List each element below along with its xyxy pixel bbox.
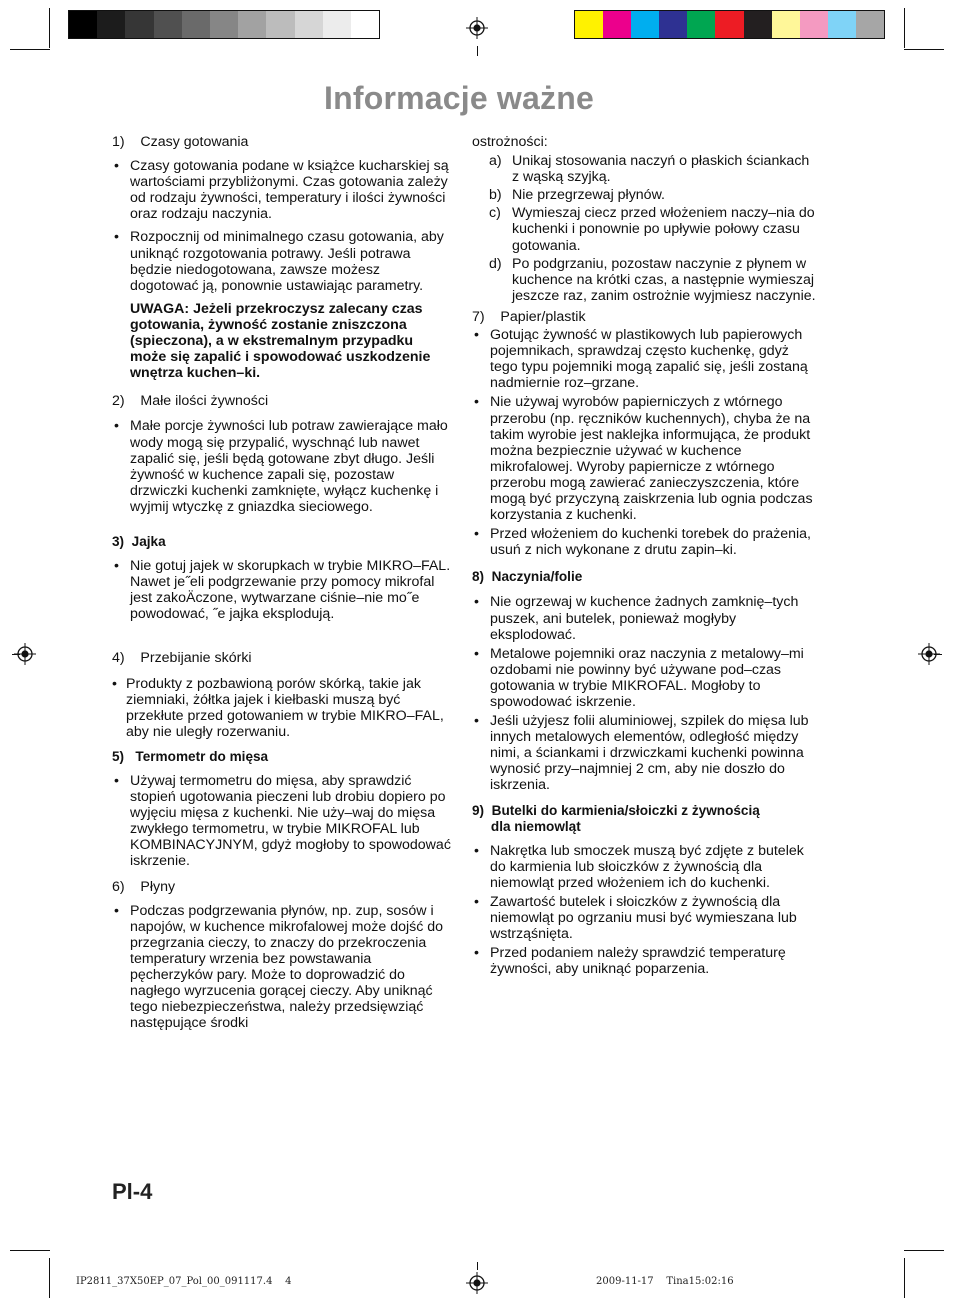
- section-heading: 1) Czasy gotowania: [112, 134, 249, 150]
- color-swatch: [659, 11, 687, 38]
- note-label: UWAGA: [130, 300, 185, 317]
- bullet-item: • Nakrętka lub smoczek muszą być zdjęte z butelek do karmienia lub słoiczków z żywnością dla niemowląt przed włożeniem ich do kuchenki.: [474, 842, 804, 891]
- color-swatch: [687, 11, 715, 38]
- color-swatch: [631, 11, 659, 38]
- crop-mark: [904, 1258, 905, 1298]
- color-swatch: [744, 11, 772, 38]
- crop-mark: [477, 46, 478, 56]
- bullet-item: • Używaj termometru do mięsa, aby sprawdzić stopień ugotowania pieczeni lub drobiu dopiero po wyjęciu mięsa z kuchenki. Nie uży–waj do mięsa zwykłego termometru, w trybie MIKROFAL lub KOMBINACYJNYM, gdyż mogłoby to spowodować iskrzenie.: [114, 773, 451, 870]
- warning-note: UWAGA: Jeżeli przekroczysz zalecany czas gotowania, żywność zostanie zniszczona (spieczona), a w ekstremalnym przypadku może się zapalić i spowodować uszkodzenie wnętrza kuchen–ki.: [130, 300, 431, 382]
- crop-mark: [477, 1262, 478, 1270]
- section-heading: 9) Butelki do karmienia/słoiczki z żywnością dla niemowląt: [472, 802, 760, 834]
- color-swatch: [182, 11, 210, 38]
- section-heading: 7) Papier/plastik: [472, 308, 586, 325]
- crop-mark: [49, 8, 50, 48]
- registration-mark-icon: [14, 643, 36, 665]
- section-heading: 2) Małe ilości żywności: [112, 393, 269, 410]
- bullet-item: • Nie ogrzewaj w kuchence żadnych zamknię–tych puszek, ani butelek, ponieważ mogłyby eksplodować.: [474, 594, 799, 643]
- sub-item: a) Unikaj stosowania naczyń o płaskich ściankach z wąską szyjką.: [489, 153, 810, 186]
- footer-file-info: IP2811_37X50EP_07_Pol_00_091117.4 4: [76, 1276, 292, 1287]
- crop-mark: [49, 1258, 50, 1298]
- color-swatch: [828, 11, 856, 38]
- color-swatch: [800, 11, 828, 38]
- crop-mark: [904, 1250, 944, 1251]
- registration-mark-icon: [466, 17, 488, 39]
- section-heading: 6) Płyny: [112, 878, 176, 895]
- section-heading: 3) Jajka: [112, 533, 166, 549]
- color-swatch: [603, 11, 631, 38]
- color-swatch: [575, 11, 603, 38]
- page-title: Informacje ważne: [324, 80, 594, 116]
- bullet-item: • Gotując żywność w plastikowych lub papierowych pojemnikach, sprawdzaj często kuchenkę, gdyż tego typu pojemniki mogą zapalić się, jeśli zostaną nadmiernie roz–grzane.: [474, 327, 808, 392]
- bullet-item: • Jeśli użyjesz folii aluminiowej, szpilek do mięsa lub innych metalowych elementów, odległość między nimi, a ściankami i drzwiczkami kuchenki powinna wynosić przy–najmniej 2 cm, aby nie doszło do iskrzenia.: [474, 713, 809, 794]
- color-swatch: [323, 11, 351, 38]
- page-number: Pl-4: [112, 1179, 153, 1204]
- section-heading: 8) Naczynia/folie: [472, 569, 583, 585]
- note-text: Jeżeli przekroczysz zalecany czas gotowania, żywność zostanie zniszczona (spieczona), a w ekstremalnym przypadku może się zapalić i spowodować uszkodzenie wnętrza kuchen–ki.: [130, 300, 431, 382]
- left-column: [112, 134, 452, 1031]
- continuation-text: ostrożności:: [472, 134, 548, 150]
- bullet-item: • Przed włożeniem do kuchenki torebek do prażenia, usuń z nich wykonane z drutu zapin–ki.: [474, 526, 811, 559]
- grayscale-calibration-bar: [68, 10, 380, 39]
- color-swatch: [266, 11, 294, 38]
- section-heading: 4) Przebijanie skórki: [112, 650, 252, 667]
- color-swatch: [125, 11, 153, 38]
- crop-mark: [10, 49, 50, 50]
- bullet-item: • Metalowe pojemniki oraz naczynia z metalowy–mi ozdobami nie powinny być używane pod–czas gotowania w trybie MIKROFAL. Mogłoby to spowodować iskrzenie.: [474, 645, 804, 710]
- bullet-item: • Rozpocznij od minimalnego czasu gotowania, aby uniknąć rozgotowania potrawy. Jeśli potrawa będzie niedogotowana, zawsze możesz dogotować ją, ponownie ustawiając parametry.: [114, 229, 444, 294]
- sub-item: b) Nie przegrzewaj płynów.: [489, 187, 665, 204]
- color-swatch: [210, 11, 238, 38]
- bullet-item: • Czasy gotowania podane w książce kucharskiej są wartościami przybliżonymi. Czas gotowania zależy od rodzaju żywności, temperatury i ilości żywności oraz rodzaju naczynia.: [114, 158, 449, 223]
- bullet-item: • Produkty z pozbawioną porów skórką, takie jak ziemniaki, żółtka jajek i kiełbaski muszą być przekłute przed gotowaniem w trybie MIKRO–FAL, aby nie uległy rozerwaniu.: [112, 675, 444, 740]
- section-heading: 5) Termometr do mięsa: [112, 748, 269, 764]
- right-column: [472, 134, 820, 978]
- crop-mark: [904, 8, 905, 48]
- bullet-item: • Zawartość butelek i słoiczków z żywnością dla niemowląt po ogrzaniu musi być wymieszana lub wstrząśnięta.: [474, 894, 797, 943]
- crop-mark: [10, 1250, 50, 1251]
- color-swatch: [69, 11, 97, 38]
- color-swatch: [154, 11, 182, 38]
- bullet-item: • Nie używaj wyrobów papierniczych z wtórnego przerobu (np. ręczników kuchennych), chyba że na takim wyrobie jest naklejka informująca, że produkt można bezpiecznie używać w kuchence mikrofalowej. Wyroby papiernicze z wtórnego przerobu mogą zawierać zanieczyszczenia, które mogą być przyczyną zaiskrzenia lub ognia podczas korzystania z kuchenki.: [474, 394, 813, 524]
- color-swatch: [97, 11, 125, 38]
- footer-date-info: 2009-11-17 Tina15:02:16: [596, 1276, 734, 1287]
- color-swatch: [351, 11, 379, 38]
- bullet-item: • Przed podaniem należy sprawdzić temperaturę żywności, aby uniknąć poparzenia.: [474, 945, 786, 978]
- sub-item: c) Wymieszaj ciecz przed włożeniem naczy–nia do kuchenki i ponownie po upływie połowy czasu gotowania.: [489, 205, 815, 254]
- bullet-item: • Małe porcje żywności lub potraw zawierające mało wody mogą się przypalić, wyschnąć lub nawet zapalić się, jeśli będą gotowane zbyt długo. Jeśli żywność w kuchence zapali się, pozostaw drzwiczki kuchenki zamknięte, wyłącz kuchenkę i wyjmij wtyczkę z gniazdka sieciowego.: [114, 418, 448, 515]
- registration-mark-icon: [918, 643, 940, 665]
- sub-item: d) Po podgrzaniu, pozostaw naczynie z płynem w kuchence na krótki czas, a następnie wymieszaj jeszcze raz, zanim ostrożnie wyjmiesz naczynie.: [489, 255, 816, 304]
- bullet-item: • Nie gotuj jajek w skorupkach w trybie MIKRO–FAL. Nawet je˝eli podgrzewanie przy pomocy mikrofal jest zakoÄczone, wytwarzane ciśnie–nie mo˝e powodować, ˝e jajka eksplodują.: [114, 558, 451, 623]
- color-swatch: [238, 11, 266, 38]
- color-swatch: [295, 11, 323, 38]
- color-swatch: [856, 11, 884, 38]
- color-swatch: [715, 11, 743, 38]
- color-calibration-bar: [574, 10, 885, 39]
- crop-mark: [904, 49, 944, 50]
- color-swatch: [772, 11, 800, 38]
- registration-mark-icon: [466, 1272, 488, 1294]
- bullet-item: • Podczas podgrzewania płynów, np. zup, sosów i napojów, w kuchence mikrofalowej może dojść do przegrzania cieczy, to znaczy do przekroczenia temperatury wrzenia bez powstawania pęcherzyków pary. Może to doprowadzić do nagłego wyrzucenia gorącej cieczy. Aby uniknąć tego niebezpieczeństwa, należy przedsięwziąć następujące środki: [114, 902, 444, 1032]
